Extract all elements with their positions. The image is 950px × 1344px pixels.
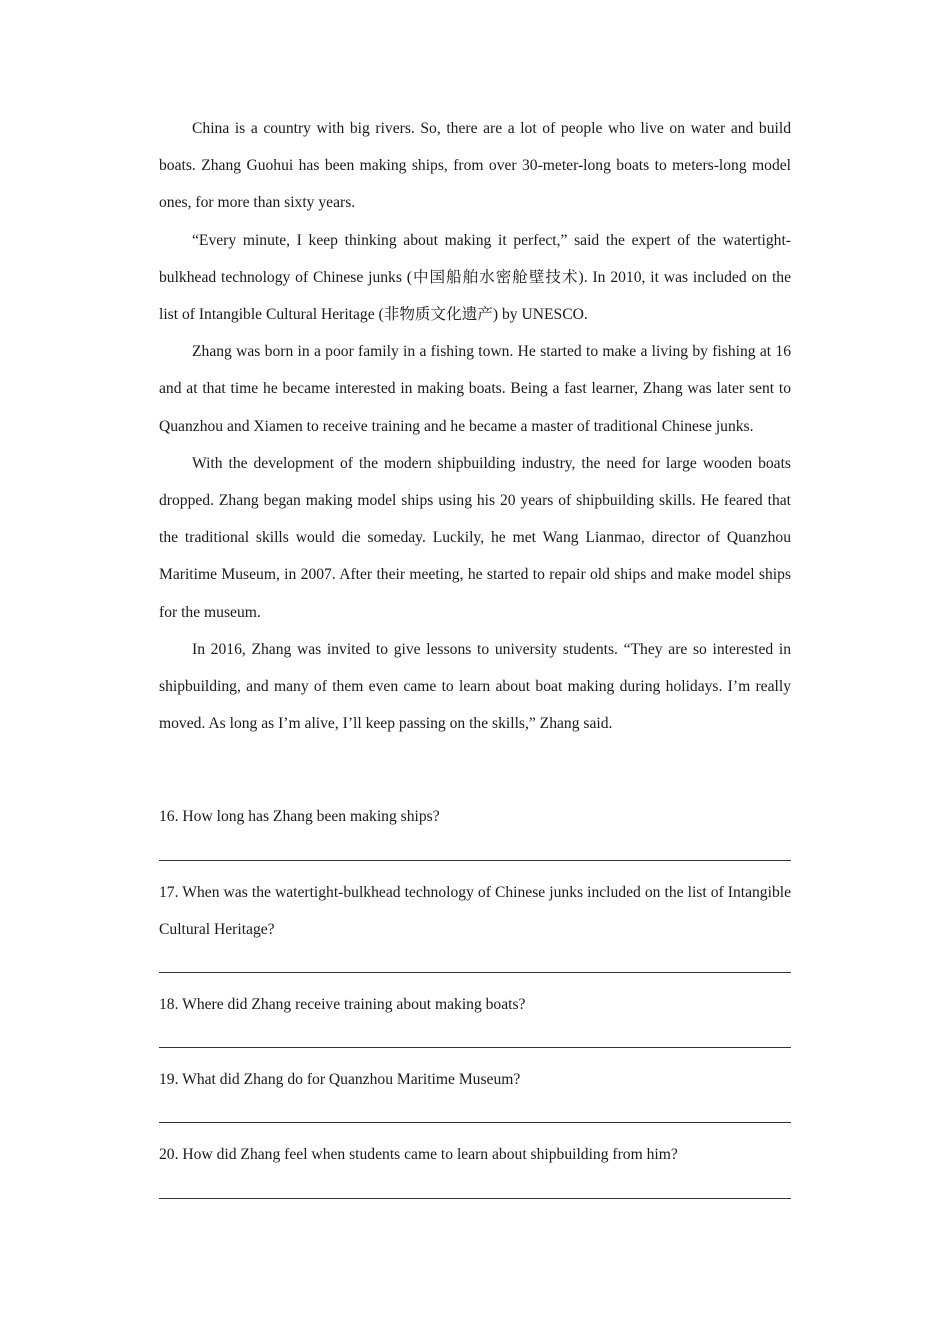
document-page: [159, 110, 791, 1212]
question-17: 17. When was the watertight-bulkhead technology of Chinese junks included on the list of Intangible Cultural Heritage?: [159, 883, 791, 938]
question-list: [159, 798, 791, 1198]
question-block-19: [159, 1061, 791, 1123]
question-block-16: [159, 798, 791, 860]
passage-paragraph-2: “Every minute, I keep thinking about making it perfect,” said the expert of the watertight-bulkhead technology of Chinese junks (中国船舶水密舱壁技术). In 2010, it was included on the list of Intangible Cultural Heritage (非物质文化遗产) by UNESCO.: [159, 231, 791, 324]
question-20: 20. How did Zhang feel when students came to learn about shipbuilding from him?: [159, 1146, 678, 1164]
passage-paragraph-5: In 2016, Zhang was invited to give lessons to university students. “They are so interested in shipbuilding, and many of them even came to learn about boat making during holidays. I’m really moved. As long as I’m alive, I’ll keep passing on the skills,” Zhang said.: [159, 640, 791, 733]
question-16: 16. How long has Zhang been making ships?: [159, 808, 440, 826]
question-block-18: [159, 986, 791, 1048]
passage-paragraph-3: Zhang was born in a poor family in a fishing town. He started to make a living by fishing at 16 and at that time he became interested in making boats. Being a fast learner, Zhang was later sent to Quanzhou and Xiamen to receive training and he became a master of traditional Chinese junks.: [159, 343, 791, 435]
question-19: 19. What did Zhang do for Quanzhou Maritime Museum?: [159, 1071, 521, 1089]
reading-passage: [159, 110, 791, 742]
answer-line-16[interactable]: [159, 860, 791, 861]
answer-line-19[interactable]: [159, 1122, 791, 1123]
question-18: 18. Where did Zhang receive training about making boats?: [159, 996, 526, 1014]
question-block-20: [159, 1136, 791, 1198]
question-block-17: [159, 874, 791, 973]
answer-line-20[interactable]: [159, 1198, 791, 1199]
answer-line-17[interactable]: [159, 972, 791, 973]
passage-paragraph-1: China is a country with big rivers. So, there are a lot of people who live on water and build boats. Zhang Guohui has been making ships, from over 30-meter-long boats to meters-long model ones, for more than sixty years.: [159, 120, 791, 212]
answer-line-18[interactable]: [159, 1047, 791, 1048]
passage-paragraph-4: With the development of the modern shipbuilding industry, the need for large wooden boats dropped. Zhang began making model ships using his 20 years of shipbuilding skills. He feared that the traditional skills would die someday. Luckily, he met Wang Lianmao, director of Quanzhou Maritime Museum, in 2007. After their meeting, he started to repair old ships and make model ships for the museum.: [159, 454, 791, 621]
